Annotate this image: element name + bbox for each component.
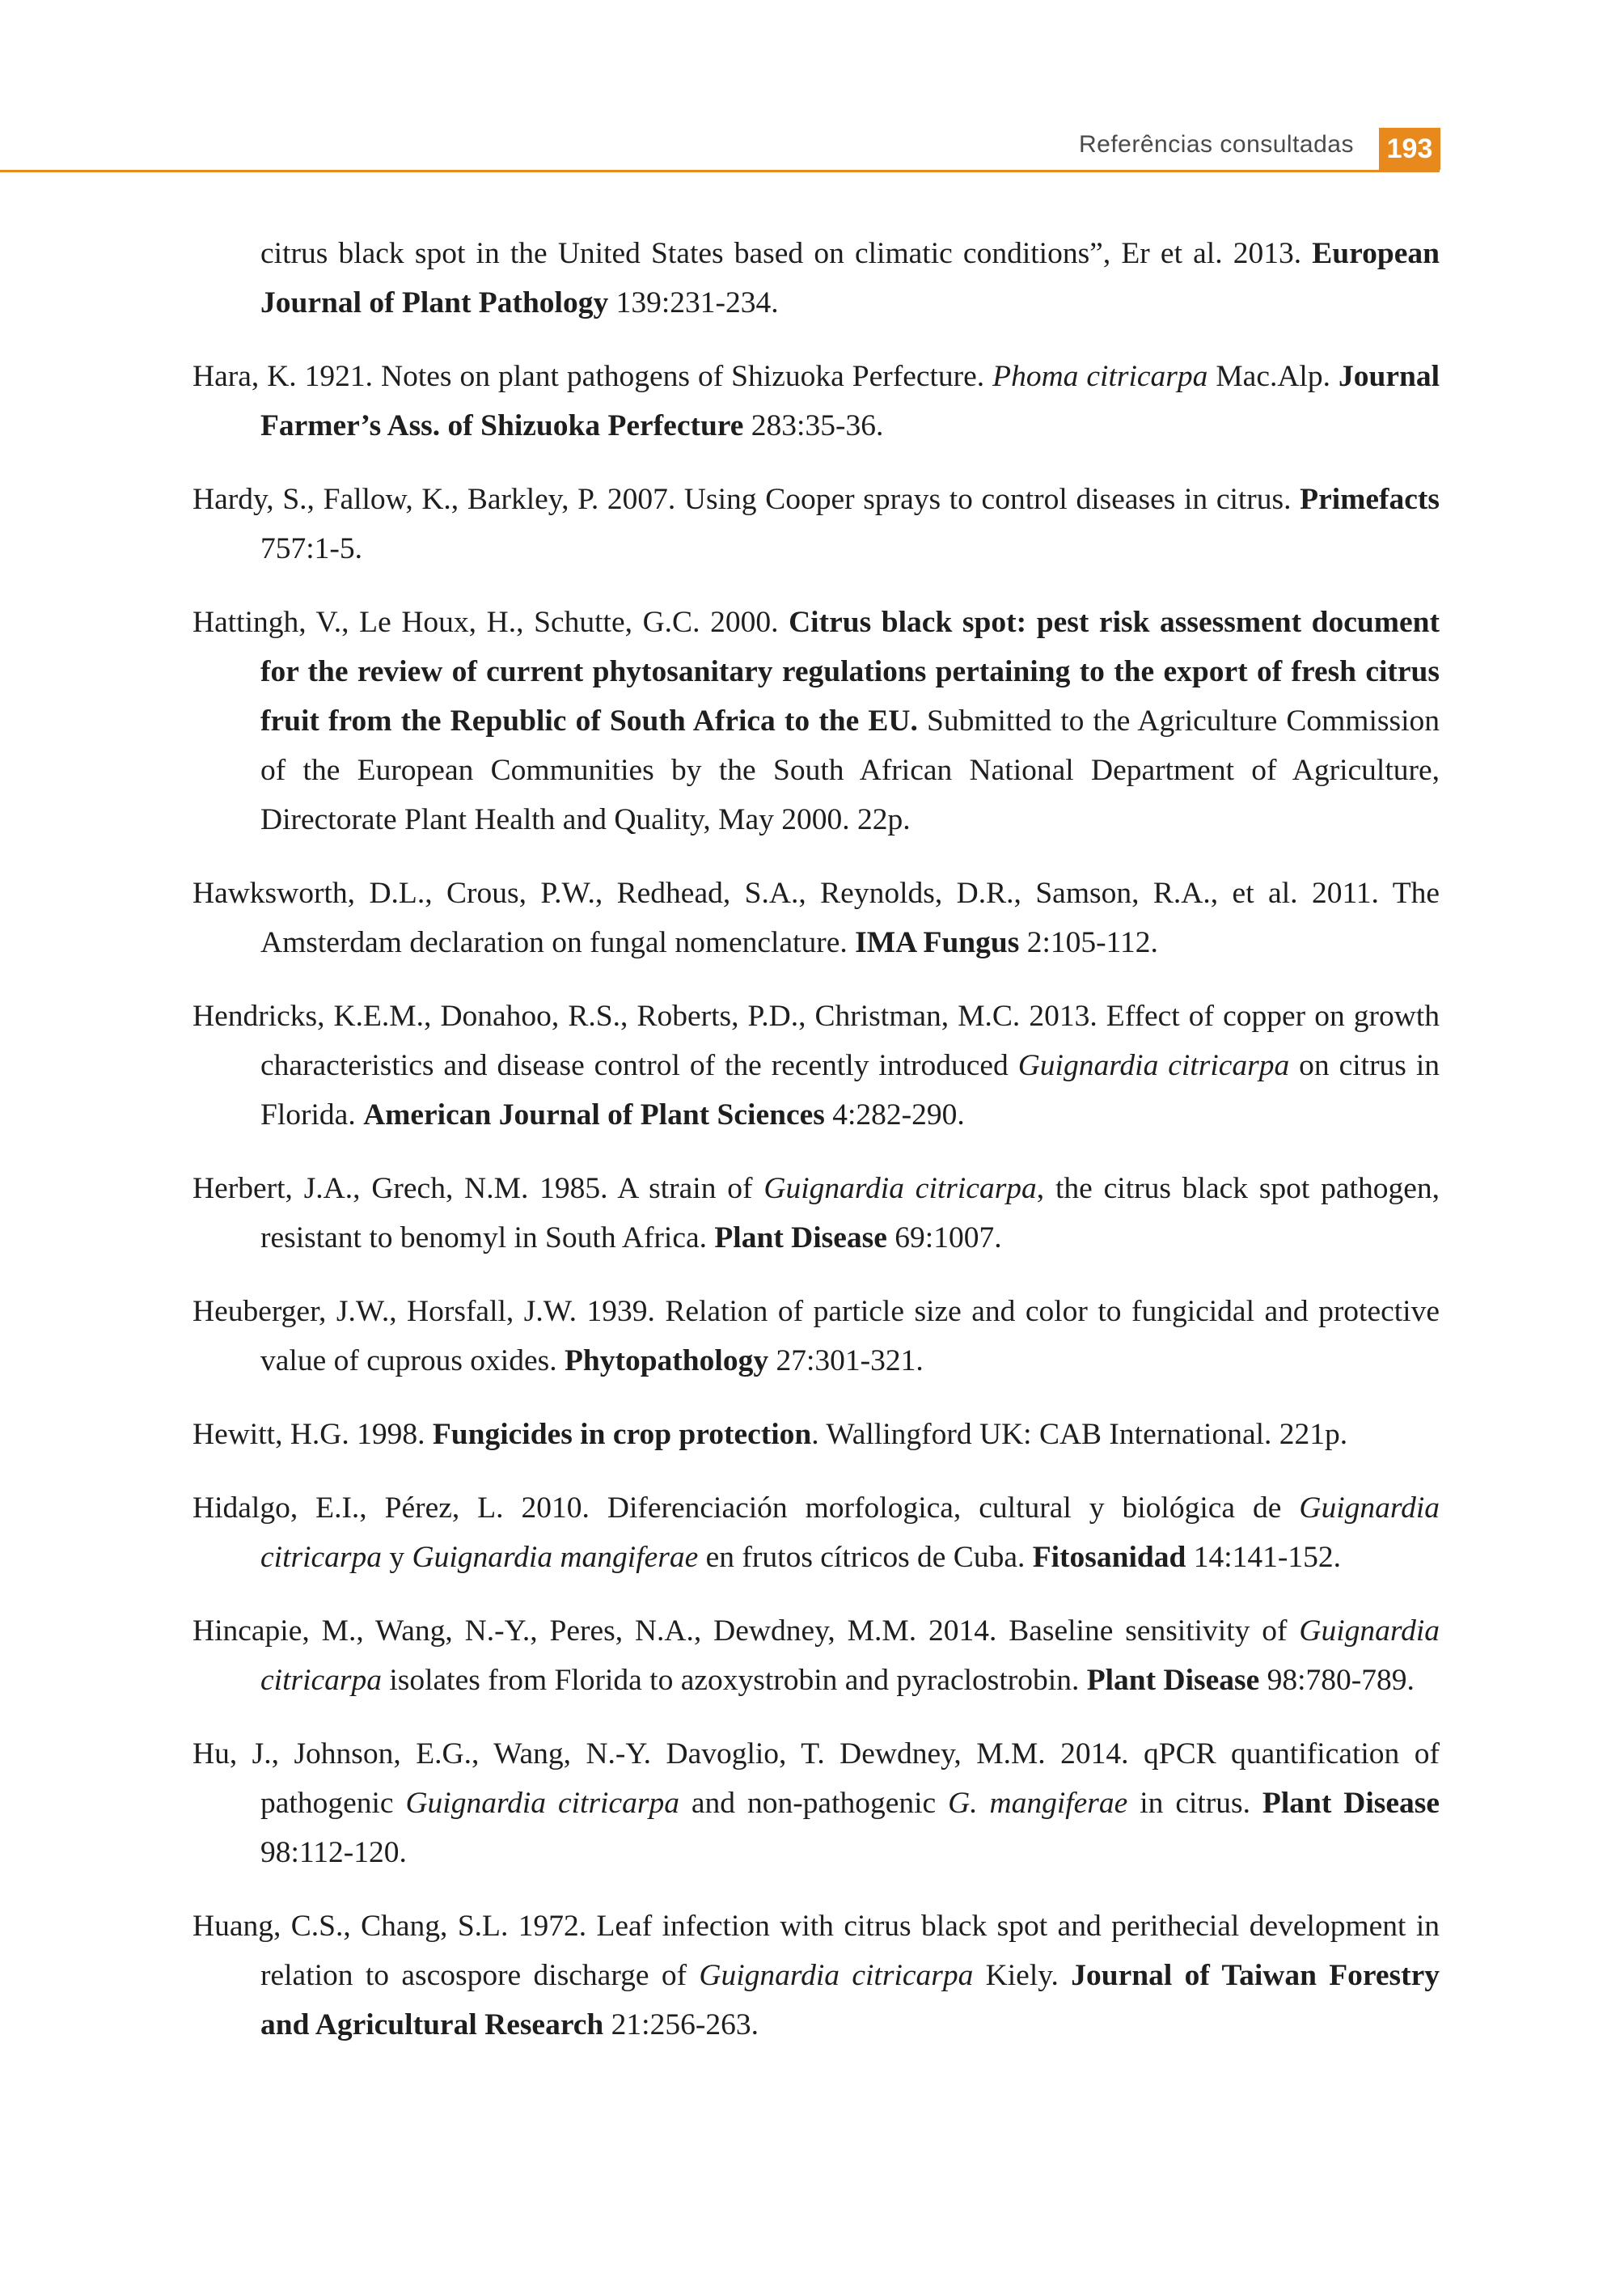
reference-source: Plant Disease (714, 1221, 887, 1254)
reference-text: 2:105-112. (1019, 926, 1158, 959)
reference-entry (192, 475, 1440, 573)
reference-text: 98:780-789. (1259, 1664, 1415, 1697)
reference-entry (192, 992, 1440, 1140)
reference-text: 283:35-36. (743, 409, 884, 442)
reference-text: citrus black spot in the United States based on climatic conditions”, Er et al. 2013. (260, 237, 1313, 270)
reference-entry (192, 1410, 1440, 1459)
reference-text: 98:112-120. (260, 1836, 407, 1869)
reference-text: 757:1-5. (260, 532, 363, 565)
reference-text: 21:256-263. (603, 2008, 759, 2041)
reference-source: IMA Fungus (855, 926, 1020, 959)
reference-entry (192, 352, 1440, 451)
reference-text: Huang, C.S., Chang, S.L. 1972. Leaf infection with citrus black spot and perithecial development in relation to ascospore discharge of (192, 1910, 1440, 1992)
reference-text: isolates from Florida to azoxystrobin and pyraclostrobin. (381, 1664, 1087, 1697)
reference-text: 139:231-234. (608, 286, 779, 319)
reference-text: Hidalgo, E.I., Pérez, L. 2010. Diferenciación morfologica, cultural y biológica de (192, 1491, 1300, 1525)
reference-source: Plant Disease (1086, 1664, 1260, 1697)
reference-entry (192, 1164, 1440, 1263)
reference-taxon: Guignardia citricarpa (405, 1787, 679, 1820)
reference-text: 4:282-290. (824, 1098, 965, 1132)
reference-text: 27:301-321. (768, 1344, 924, 1377)
header-title: Referências consultadas (1078, 131, 1354, 158)
reference-taxon: Guignardia mangiferae (412, 1541, 699, 1574)
reference-text: Hattingh, V., Le Houx, H., Schutte, G.C. 2000. (192, 606, 789, 639)
reference-text: Hincapie, M., Wang, N.-Y., Peres, N.A., Dewdney, M.M. 2014. Baseline sensitivity of (192, 1614, 1300, 1648)
reference-entry (192, 1483, 1440, 1582)
reference-entry (192, 598, 1440, 844)
reference-text: Kiely. (973, 1959, 1072, 1992)
reference-text: . Wallingford UK: CAB International. 221p. (811, 1418, 1348, 1451)
reference-text: y (381, 1541, 412, 1574)
reference-entry (192, 1729, 1440, 1877)
reference-taxon: G. mangiferae (948, 1787, 1128, 1820)
reference-source: Journal of Taiwan Forestry and Agricultural Research (260, 1959, 1440, 2041)
reference-text: Heuberger, J.W., Horsfall, J.W. 1939. Relation of particle size and color to fungicidal and protective value of cuprous oxides. (192, 1295, 1440, 1377)
reference-taxon: Guignardia citricarpa (260, 1491, 1440, 1574)
reference-source: American Journal of Plant Sciences (363, 1098, 825, 1132)
reference-text: Hewitt, H.G. 1998. (192, 1418, 433, 1451)
reference-text: Hu, J., Johnson, E.G., Wang, N.-Y. Davoglio, T. Dewdney, M.M. 2014. qPCR quantification of pathogenic (192, 1737, 1440, 1820)
reference-source: Plant Disease (1262, 1787, 1440, 1820)
reference-entry (192, 869, 1440, 967)
reference-text: 14:141-152. (1186, 1541, 1342, 1574)
reference-source: Journal Farmer’s Ass. of Shizuoka Perfecture (260, 360, 1440, 442)
reference-text: on citrus in Florida. (260, 1049, 1440, 1132)
reference-text: Herbert, J.A., Grech, N.M. 1985. A strain of (192, 1172, 764, 1205)
reference-entry (192, 229, 1440, 328)
reference-text: Hardy, S., Fallow, K., Barkley, P. 2007. Using Cooper sprays to control diseases in citrus. (192, 483, 1300, 516)
reference-source: Primefacts (1300, 483, 1440, 516)
reference-source: European Journal of Plant Pathology (260, 237, 1440, 319)
reference-source: Fitosanidad (1032, 1541, 1186, 1574)
reference-taxon: Guignardia citricarpa (763, 1172, 1037, 1205)
reference-text: 69:1007. (886, 1221, 1002, 1254)
reference-text: and non-pathogenic (679, 1787, 949, 1820)
reference-text: Submitted to the Agriculture Commission of the European Communities by the South African National Department of Agriculture, Directorate Plant Health and Quality, May 2000. 22p. (260, 704, 1440, 836)
reference-taxon: Guignardia citricarpa (1017, 1049, 1290, 1082)
reference-taxon: Phoma citricarpa (992, 360, 1208, 393)
reference-list (192, 229, 1440, 2074)
reference-text: Hendricks, K.E.M., Donahoo, R.S., Roberts, P.D., Christman, M.C. 2013. Effect of copper on growth characteristics and disease control of the recently introduced (192, 1000, 1440, 1082)
reference-taxon: Guignardia citricarpa (260, 1614, 1440, 1697)
page-number: 193 (1379, 128, 1440, 170)
header-rule (0, 170, 1440, 172)
reference-source: Fungicides in crop protection (432, 1418, 812, 1451)
reference-taxon: Guignardia citricarpa (699, 1959, 974, 1992)
reference-text: en frutos cítricos de Cuba. (698, 1541, 1033, 1574)
running-header (0, 126, 1624, 175)
reference-text: in citrus. (1127, 1787, 1262, 1820)
reference-entry (192, 1606, 1440, 1705)
reference-text: , the citrus black spot pathogen, resistant to benomyl in South Africa. (260, 1172, 1440, 1254)
reference-source: Phytopathology (564, 1344, 769, 1377)
reference-text: Hara, K. 1921. Notes on plant pathogens of Shizuoka Perfecture. (192, 360, 993, 393)
reference-entry (192, 1287, 1440, 1386)
reference-source: Citrus black spot: pest risk assessment document for the review of current phytosanitary regulations pertaining to the export of fresh citrus fruit from the Republic of South Africa to the EU. (260, 606, 1440, 738)
reference-entry (192, 1902, 1440, 2050)
reference-text: Hawksworth, D.L., Crous, P.W., Redhead, S.A., Reynolds, D.R., Samson, R.A., et al. 2011. The Amsterdam declaration on fungal nomenclature. (192, 877, 1440, 959)
reference-text: Mac.Alp. (1207, 360, 1339, 393)
